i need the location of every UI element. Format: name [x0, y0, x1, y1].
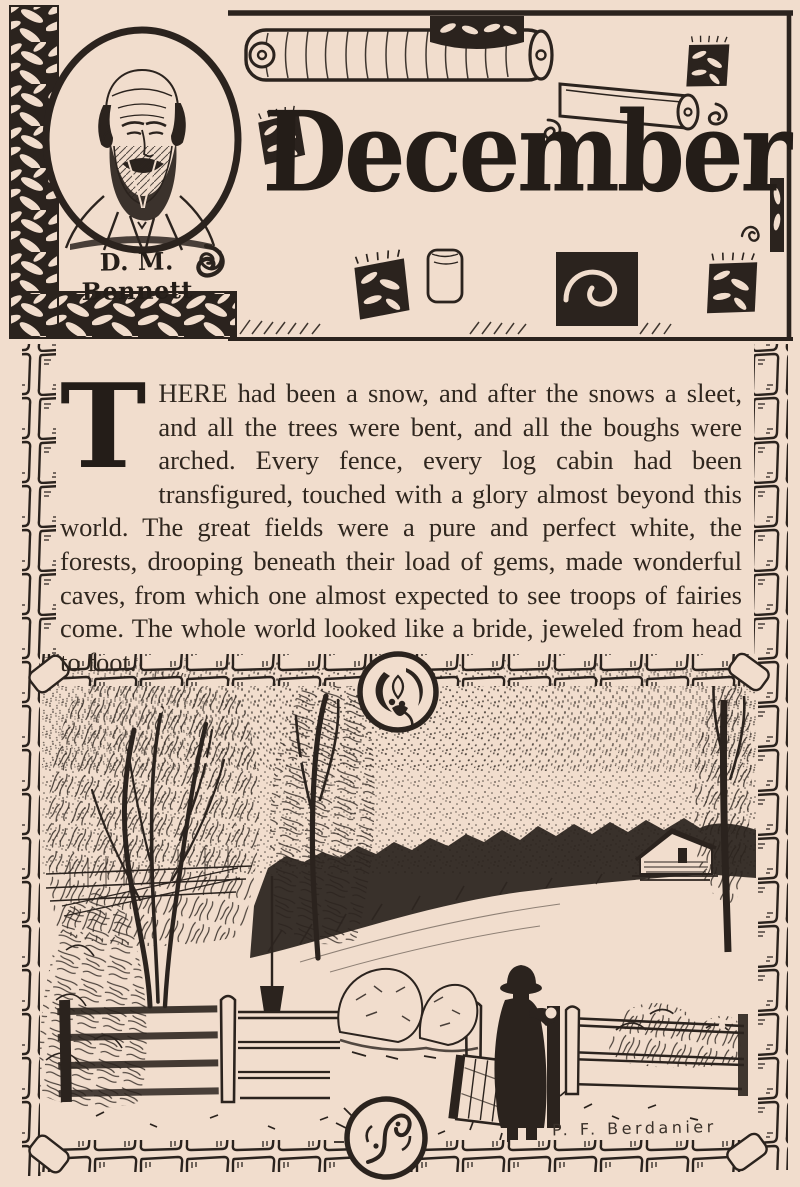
oval-portrait-bearded-man-icon: [46, 30, 238, 250]
month-title: December: [261, 86, 790, 217]
footer-scrolls-of-header: [197, 245, 793, 339]
bamboo-twig-border-right: [754, 344, 788, 1170]
artist-signature: P. F. Berdanier: [551, 1117, 717, 1140]
article-body: HERE had been a snow, and after the snows a sleet, and all the trees were bent, and all the boughs were arched. Every fence, every log cabin had been transfigured, touched with a glory almost beyond this world. The great fields were a pure and perfect white, the forests, drooping beneath their load of gems, made wonderful caves, from which one almost expected to see troops of fairies come. The whole world looked like a bride, jeweled from head to foot.: [60, 378, 742, 677]
portrait-caption: D. M. Bennett: [81, 246, 194, 306]
article-text: [60, 359, 742, 679]
drop-cap: T: [60, 359, 147, 495]
